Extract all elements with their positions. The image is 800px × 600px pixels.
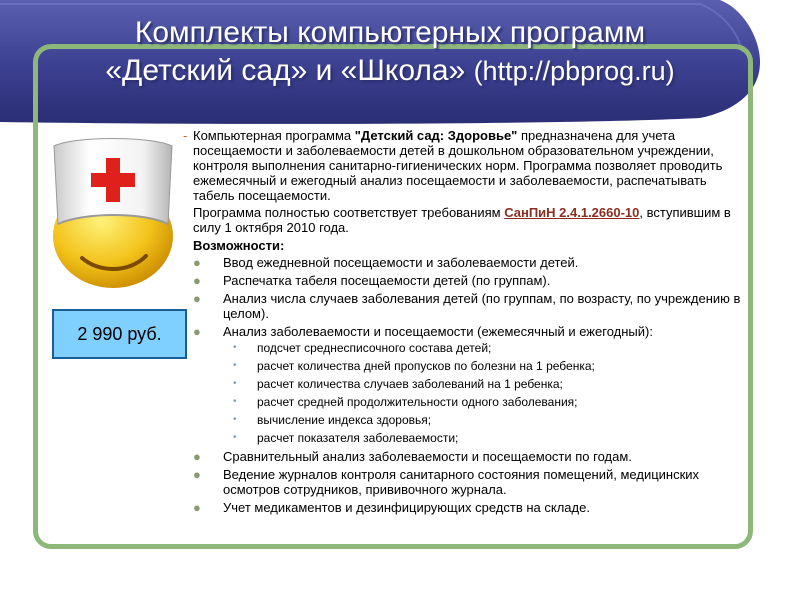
sub-list-item <box>223 377 743 391</box>
sub-list-item <box>223 413 743 427</box>
intro-paragraph <box>183 128 743 203</box>
page-title <box>20 14 760 90</box>
intro-dash: - <box>183 128 188 143</box>
sub-bullet-icon: • <box>233 342 237 353</box>
bullet-icon: ● <box>193 449 201 464</box>
feature-text: Распечатка табеля посещаемости детей (по группам). <box>223 273 551 288</box>
list-item <box>183 449 743 464</box>
sub-bullet-icon: • <box>233 378 237 389</box>
title-line-2 <box>20 52 760 90</box>
nurse-smiley-icon <box>44 128 182 290</box>
features-heading: Возможности: <box>193 238 285 253</box>
feature-text: Анализ заболеваемости и посещаемости (ежемесячный и ежегодный): <box>223 324 653 339</box>
sub-bullet-icon: • <box>233 360 237 371</box>
list-item <box>183 467 743 497</box>
compliance-after: , вступившим в силу 1 октября 2010 года. <box>193 205 731 235</box>
intro-before: Компьютерная программа <box>193 128 355 143</box>
sub-bullet-icon: • <box>233 432 237 443</box>
feature-text: Анализ числа случаев заболевания детей (по группам, по возрасту, по учреждению в целом). <box>223 291 741 321</box>
compliance-paragraph <box>183 205 743 235</box>
title-url: (http://pbprog.ru) <box>473 56 675 86</box>
sub-bullet-icon: • <box>233 396 237 407</box>
sub-feature-text: расчет показателя заболеваемости; <box>257 431 459 445</box>
feature-text: Ведение журналов контроля санитарного состояния помещений, медицинских осмотров сотрудников, прививочного журнала. <box>223 467 700 497</box>
title-line-2-text: «Детский сад» и «Школа» <box>105 54 474 87</box>
sub-feature-text: расчет количества случаев заболеваний на 1 ребенка; <box>257 377 563 391</box>
bullet-icon: ● <box>193 500 201 515</box>
sub-list-item <box>223 395 743 409</box>
list-item <box>183 324 743 445</box>
sub-feature-text: вычисление индекса здоровья; <box>257 413 432 427</box>
bullet-icon: ● <box>193 255 201 270</box>
feature-text: Учет медикаментов и дезинфицирующих средств на складе. <box>223 500 590 515</box>
list-item <box>183 291 743 321</box>
bullet-icon: ● <box>193 467 201 482</box>
features-list <box>183 255 743 515</box>
sub-list-item <box>223 359 743 373</box>
product-name: "Детский сад: Здоровье" <box>354 128 518 143</box>
list-item <box>183 255 743 270</box>
price-badge: 2 990 руб. <box>52 309 187 359</box>
sub-bullet-icon: • <box>233 414 237 425</box>
bullet-icon: ● <box>193 291 201 306</box>
sanpin-link[interactable]: СанПиН 2.4.1.2660-10 <box>504 205 640 220</box>
bullet-icon: ● <box>193 324 201 339</box>
sub-feature-text: расчет средней продолжительности одного заболевания; <box>257 395 578 409</box>
list-item <box>183 273 743 288</box>
sub-list-item <box>223 341 743 355</box>
compliance-before: Программа полностью соответствует требованиям <box>193 205 505 220</box>
sub-features-list <box>223 341 743 445</box>
intro-after: предназначена для учета посещаемости и заболеваемости детей в дошкольном образовательном учреждении, контроля выполнения санитарно-гигиенических норм. Программа позволяет проводить ежемесячный и ежегодный анализ посещаемости и заболеваемости, распечатывать табель посещаемости. <box>193 128 723 203</box>
feature-text: Ввод ежедневной посещаемости и заболеваемости детей. <box>223 255 579 270</box>
description <box>183 128 743 518</box>
sub-feature-text: расчет количества дней пропусков по болезни на 1 ребенка; <box>257 359 595 373</box>
feature-text: Сравнительный анализ заболеваемости и посещаемости по годам. <box>223 449 632 464</box>
bullet-icon: ● <box>193 273 201 288</box>
sub-list-item <box>223 431 743 445</box>
list-item <box>183 500 743 515</box>
sub-feature-text: подсчет среднесписочного состава детей; <box>257 341 492 355</box>
title-line-1: Комплекты компьютерных программ <box>134 16 646 49</box>
